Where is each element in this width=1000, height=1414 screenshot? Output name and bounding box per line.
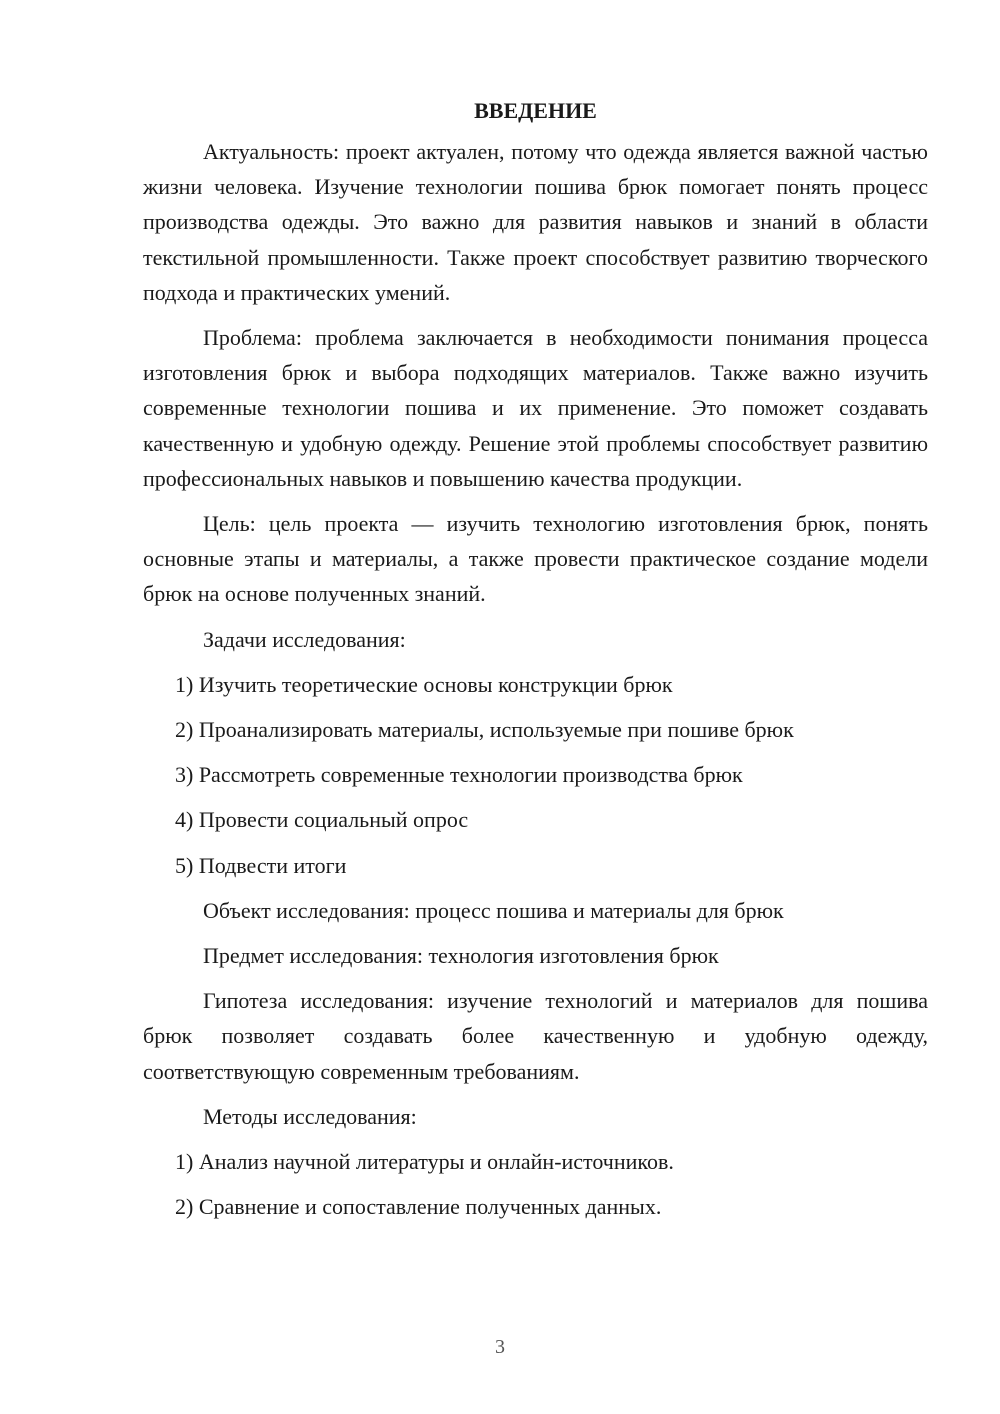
- hypothesis-paragraph: Гипотеза исследования: изучение технологий и материалов для пошива брюк позволяет создавать более качественную и удобную одежду, соответствующую современным требованиям.: [143, 988, 928, 1084]
- page-content: [143, 94, 928, 1234]
- methods-heading: Методы исследования:: [203, 1103, 417, 1129]
- goal-paragraph: Цель: цель проекта — изучить технологию изготовления брюк, понять основные этапы и материалы, а также провести практическое создание модели брюк на основе полученных знаний.: [143, 511, 928, 607]
- page-number: 3: [495, 1336, 505, 1358]
- task-item: 1) Изучить теоретические основы конструкции брюк: [175, 671, 673, 697]
- task-item: 3) Рассмотреть современные технологии производства брюк: [175, 762, 743, 788]
- task-item: 4) Провести социальный опрос: [175, 807, 469, 833]
- method-item: 1) Анализ научной литературы и онлайн-источников.: [175, 1149, 674, 1175]
- section-title: ВВЕДЕНИЕ: [474, 98, 597, 123]
- subject-line: Предмет исследования: технология изготовления брюк: [203, 943, 719, 969]
- problem-paragraph: Проблема: проблема заключается в необходимости понимания процесса изготовления брюк и выбора подходящих материалов. Также важно изучить современные технологии пошива и их применение. Это поможет создавать качественную и удобную одежду. Решение этой проблемы способствует развитию профессиональных навыков и повышению качества продукции.: [143, 325, 928, 491]
- task-item: 2) Проанализировать материалы, используемые при пошиве брюк: [175, 717, 794, 743]
- task-item: 5) Подвести итоги: [175, 852, 347, 878]
- tasks-heading: Задачи исследования:: [203, 626, 406, 652]
- object-line: Объект исследования: процесс пошива и материалы для брюк: [203, 897, 784, 923]
- method-item: 2) Сравнение и сопоставление полученных данных.: [175, 1194, 662, 1220]
- relevance-paragraph: Актуальность: проект актуален, потому что одежда является важной частью жизни человека. Изучение технологии пошива брюк помогает понять процесс производства одежды. Это важно для развития навыков и знаний в области текстильной промышленности. Также проект способствует развитию творческого подхода и практических умений.: [143, 139, 928, 305]
